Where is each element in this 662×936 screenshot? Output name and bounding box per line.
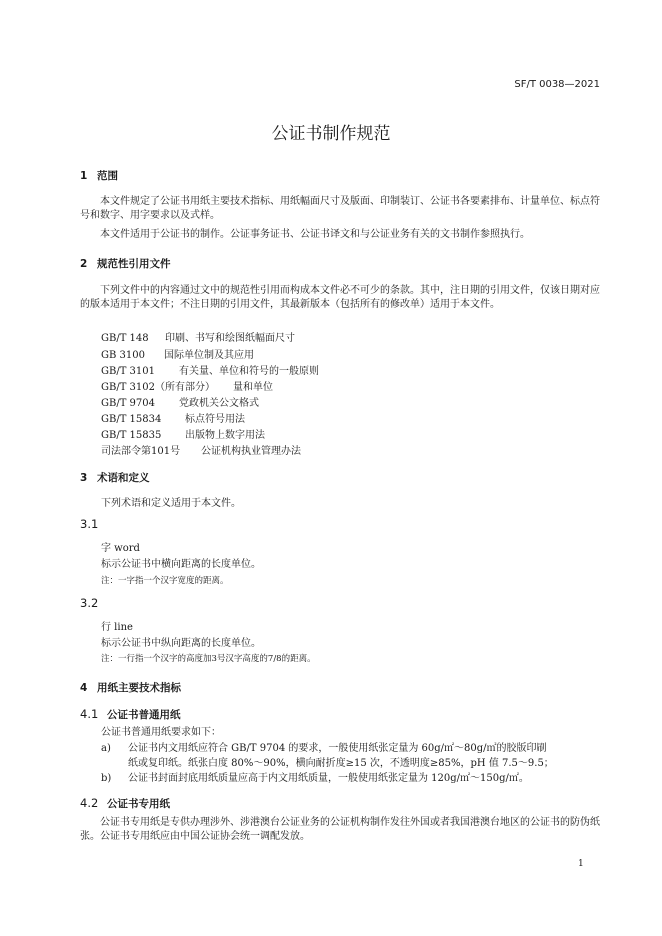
reference-code: GB/T 9704 bbox=[101, 398, 156, 409]
reference-item bbox=[101, 442, 301, 457]
section-title: 规范性引用文件 bbox=[97, 258, 171, 270]
reference-title: 国际单位制及其应用 bbox=[164, 350, 254, 361]
reference-title: 出版物上数字用法 bbox=[185, 430, 265, 441]
term-note: 注：一行指一个汉字的高度加3号汉字高度的7/8的距离。 bbox=[101, 654, 316, 664]
list-item-a-line-2: 纸或复印纸。纸张白度 80%～90%，横向耐折度≥15 次，不透明度≥85%，pH 值 7.5～9.5； bbox=[128, 758, 554, 769]
list-item-a-line-1: 公证书内文用纸应符合 GB/T 9704 的要求，一般使用纸张定量为 60g/㎡～80g/㎡的胶版印刷 bbox=[128, 743, 547, 754]
section-1-heading bbox=[80, 168, 118, 183]
subsection-4-1-intro: 公证书普通用纸要求如下： bbox=[101, 727, 221, 738]
section-title: 术语和定义 bbox=[97, 472, 150, 484]
section-title: 范围 bbox=[97, 170, 118, 182]
standard-number: SF/T 0038—2021 bbox=[514, 79, 600, 90]
reference-item bbox=[101, 329, 295, 344]
reference-title: 有关量、单位和符号的一般原则 bbox=[179, 366, 319, 377]
reference-item bbox=[101, 394, 259, 409]
list-label-a: a) bbox=[101, 743, 111, 754]
section-1-paragraph-2: 本文件适用于公证书的制作。公证事务证书、公证书译文和与公证业务有关的文书制作参照执行。 bbox=[100, 229, 530, 240]
term-name: 行 line bbox=[101, 622, 133, 633]
subsection-title: 公证书专用纸 bbox=[107, 798, 170, 810]
subsection-4-1-heading bbox=[80, 707, 181, 722]
reference-item bbox=[101, 362, 319, 377]
term-definition: 标示公证书中纵向距离的长度单位。 bbox=[101, 638, 261, 649]
section-title: 用纸主要技术指标 bbox=[97, 682, 181, 694]
section-4-heading bbox=[80, 680, 181, 695]
list-item-b-line-1: 公证书封面封底用纸质量应高于内文用纸质量，一般使用纸张定量为 120g/㎡～150g/㎡。 bbox=[128, 773, 529, 784]
section-number: 4 bbox=[80, 682, 88, 694]
term-number: 3.2 bbox=[80, 596, 99, 610]
section-1-paragraph-1: 本文件规定了公证书用纸主要技术指标、用纸幅面尺寸及版面、印制装订、公证书各要素排布、计量单位、标点符号和数字、用字要求以及式样。 bbox=[80, 196, 600, 221]
section-number: 1 bbox=[80, 170, 88, 182]
reference-code: GB 3100 bbox=[101, 350, 145, 361]
reference-title: 党政机关公文格式 bbox=[179, 398, 259, 409]
list-label-b: b) bbox=[101, 773, 112, 784]
reference-code: GB/T 15835 bbox=[101, 430, 162, 441]
section-number: 2 bbox=[80, 258, 88, 270]
reference-item bbox=[101, 378, 273, 393]
reference-code: GB/T 148 bbox=[101, 333, 149, 344]
term-name: 字 word bbox=[101, 543, 140, 554]
subsection-number: 4.1 bbox=[80, 707, 99, 721]
page-number: 1 bbox=[578, 859, 584, 869]
section-3-paragraph-1: 下列术语和定义适用于本文件。 bbox=[101, 498, 241, 509]
reference-code: GB/T 15834 bbox=[101, 414, 162, 425]
subsection-title: 公证书普通用纸 bbox=[107, 709, 181, 721]
section-2-paragraph-1: 下列文件中的内容通过文中的规范性引用而构成本文件必不可少的条款。其中，注日期的引用文件，仅该日期对应的版本适用于本文件；不注日期的引用文件，其最新版本（包括所有的修改单）适用于本文件。 bbox=[80, 285, 600, 310]
section-2-heading bbox=[80, 256, 171, 271]
reference-title: 标点符号用法 bbox=[185, 414, 245, 425]
document-title: 公证书制作规范 bbox=[271, 124, 391, 144]
reference-title: 量和单位 bbox=[233, 382, 273, 393]
reference-title: 印刷、书写和绘图纸幅面尺寸 bbox=[165, 333, 295, 344]
reference-item bbox=[101, 426, 265, 441]
reference-code: GB/T 3102（所有部分） bbox=[101, 382, 216, 393]
reference-code: 司法部令第101号 bbox=[101, 446, 181, 457]
subsection-4-2-heading bbox=[80, 796, 170, 811]
subsection-number: 4.2 bbox=[80, 796, 99, 810]
section-3-heading bbox=[80, 470, 150, 485]
reference-code: GB/T 3101 bbox=[101, 366, 156, 377]
term-number: 3.1 bbox=[80, 517, 99, 531]
reference-item bbox=[101, 410, 245, 425]
section-number: 3 bbox=[80, 472, 88, 484]
subsection-4-2-paragraph: 公证书专用纸是专供办理涉外、涉港澳台公证业务的公证机构制作发往外国或者我国港澳台地区的公证书的防伪纸张。公证书专用纸应由中国公证协会统一调配发放。 bbox=[80, 817, 600, 842]
term-note: 注：一字指一个汉字宽度的距离。 bbox=[101, 576, 229, 586]
term-definition: 标示公证书中横向距离的长度单位。 bbox=[101, 559, 261, 570]
reference-title: 公证机构执业管理办法 bbox=[201, 446, 301, 457]
reference-item bbox=[101, 346, 254, 361]
